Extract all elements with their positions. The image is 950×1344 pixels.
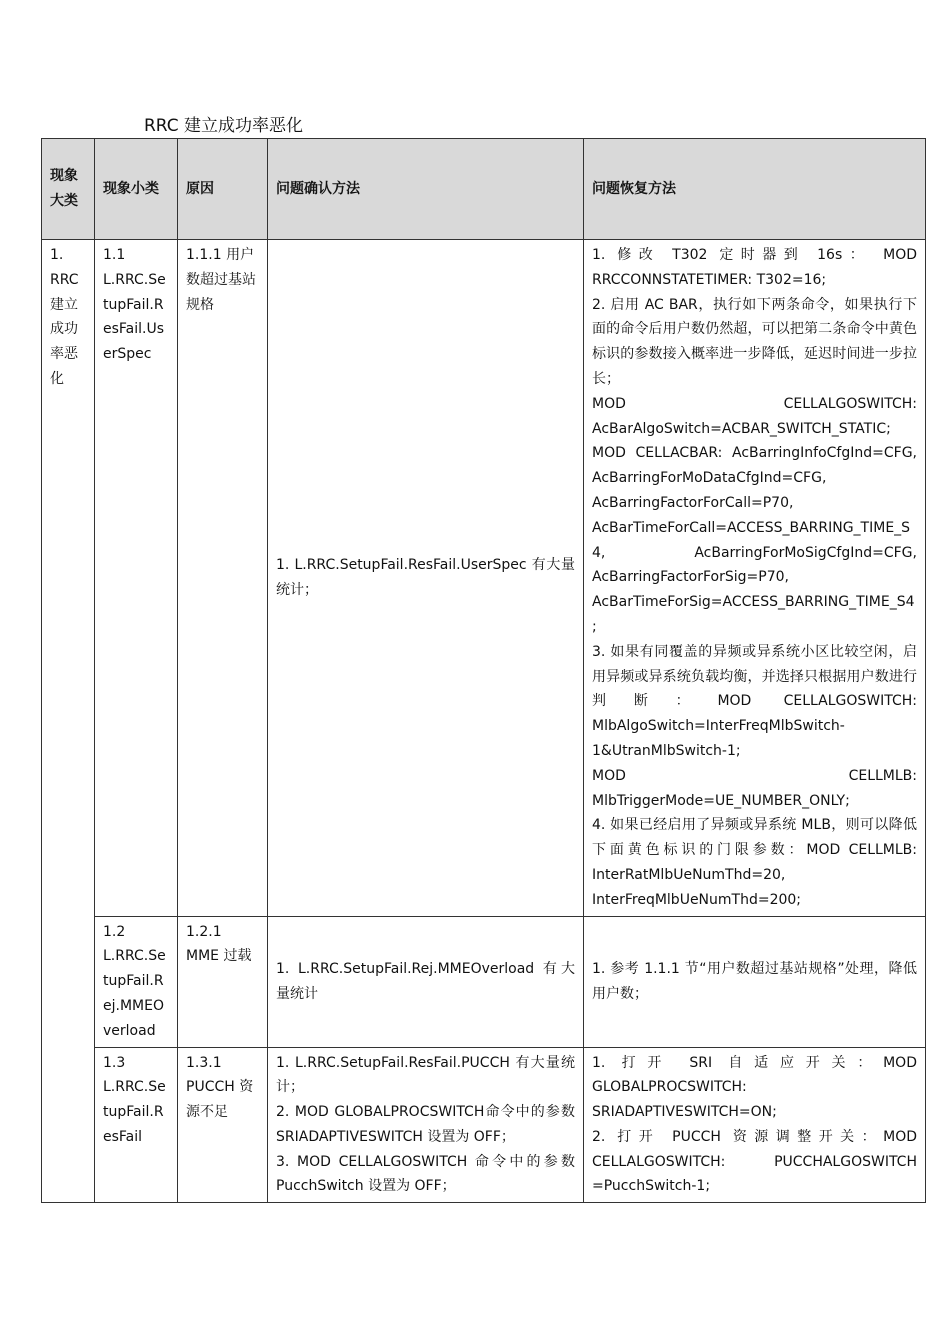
recovery-cell <box>584 916 926 1047</box>
recovery-cell <box>584 1047 926 1203</box>
troubleshooting-table <box>41 138 926 1203</box>
confirm-line: 2. MOD GLOBALPROCSWITCH命令中的参数 SRIADAPTIVESWITCH 设置为 OFF； <box>276 1104 575 1145</box>
confirm-line: 1. L.RRC.SetupFail.ResFail.UserSpec 有大量统计； <box>276 556 575 598</box>
table-row <box>42 916 926 1047</box>
confirm-line: 1. L.RRC.SetupFail.Rej.MMEOverload 有大量统计 <box>276 960 575 1002</box>
recovery-line: 1. 修改 T302 定时器到 16s： MOD RRCCONNSTATETIMER: T302=16; <box>592 247 917 288</box>
header-recovery-method: 问题恢复方法 <box>584 139 926 240</box>
table-row <box>42 1047 926 1203</box>
category-cell: 1. RRC建立成功率恶化 <box>42 240 95 1203</box>
table-row <box>42 240 926 917</box>
subcategory-cell: 1.3 L.RRC.SetupFail.ResFail <box>95 1047 178 1203</box>
recovery-line: MOD CELLALGOSWITCH: AcBarAlgoSwitch=ACBAR_SWITCH_STATIC; <box>592 395 917 437</box>
recovery-line: 2. 打开 PUCCH 资源调整开关：MOD CELLALGOSWITCH: PUCCHALGOSWITCH =PucchSwitch-1; <box>592 1128 917 1195</box>
recovery-line: 4. 如果已经启用了异频或异系统 MLB，则可以降低下面黄色标识的门限参数：MOD CELLMLB: InterRatMlbUeNumThd=20, InterFreqMlbUeNumThd=200; <box>592 817 917 908</box>
confirm-cell <box>268 1047 584 1203</box>
header-confirm-method: 问题确认方法 <box>268 139 584 240</box>
confirm-line: 3. MOD CELLALGOSWITCH 命令中的参数 PucchSwitch 设置为 OFF； <box>276 1153 575 1195</box>
recovery-line: 1. 参考 1.1.1 节“用户数超过基站规格”处理，降低用户数； <box>592 960 917 1002</box>
recovery-line: 2. 启用 AC BAR，执行如下两条命令，如果执行下面的命令后用户数仍然超，可以把第二条命令中黄色标识的参数接入概率进一步降低，延迟时间进一步拉长； <box>592 296 917 387</box>
subcategory-cell: 1.1 L.RRC.SetupFail.ResFail.UserSpec <box>95 240 178 917</box>
subcategory-cell: 1.2 L.RRC.SetupFail.Rej.MMEOverload <box>95 916 178 1047</box>
recovery-line: 1. 打开 SRI 自适应开关：MOD GLOBALPROCSWITCH: SRIADAPTIVESWITCH=ON; <box>592 1054 917 1121</box>
header-cause: 原因 <box>178 139 268 240</box>
recovery-cell <box>584 240 926 917</box>
confirm-cell <box>268 240 584 917</box>
cause-cell: 1.1.1 用户数超过基站规格 <box>178 240 268 917</box>
header-row <box>42 139 926 240</box>
cause-cell: 1.2.1 MME 过载 <box>178 916 268 1047</box>
cause-cell: 1.3.1 PUCCH 资源不足 <box>178 1047 268 1203</box>
confirm-line: 1. L.RRC.SetupFail.ResFail.PUCCH 有大量统计； <box>276 1054 575 1096</box>
confirm-cell <box>268 916 584 1047</box>
document-title: RRC 建立成功率恶化 <box>144 116 304 136</box>
recovery-line: 3. 如果有同覆盖的异频或异系统小区比较空闲，启用异频或异系统负载均衡，并选择只根据用户数进行判断：MOD CELLALGOSWITCH: MlbAlgoSwitch=InterFreqMlbSwitch-1&UtranMlbSwitch-1; <box>592 643 917 759</box>
header-subcategory: 现象小类 <box>95 139 178 240</box>
header-category: 现象大类 <box>42 139 95 240</box>
recovery-line: MOD CELLMLB: MlbTriggerMode=UE_NUMBER_ONLY; <box>592 767 917 809</box>
recovery-line: MOD CELLACBAR: AcBarringInfoCfgInd=CFG, AcBarringForMoDataCfgInd=CFG, AcBarringFactorForCall=P70, AcBarTimeForCall=ACCESS_BARRING_TIME_S4, AcBarringForMoSigCfgInd=CFG, AcBarringFactorForSig=P70, AcBarTimeForSig=ACCESS_BARRING_TIME_S4; <box>592 445 917 635</box>
